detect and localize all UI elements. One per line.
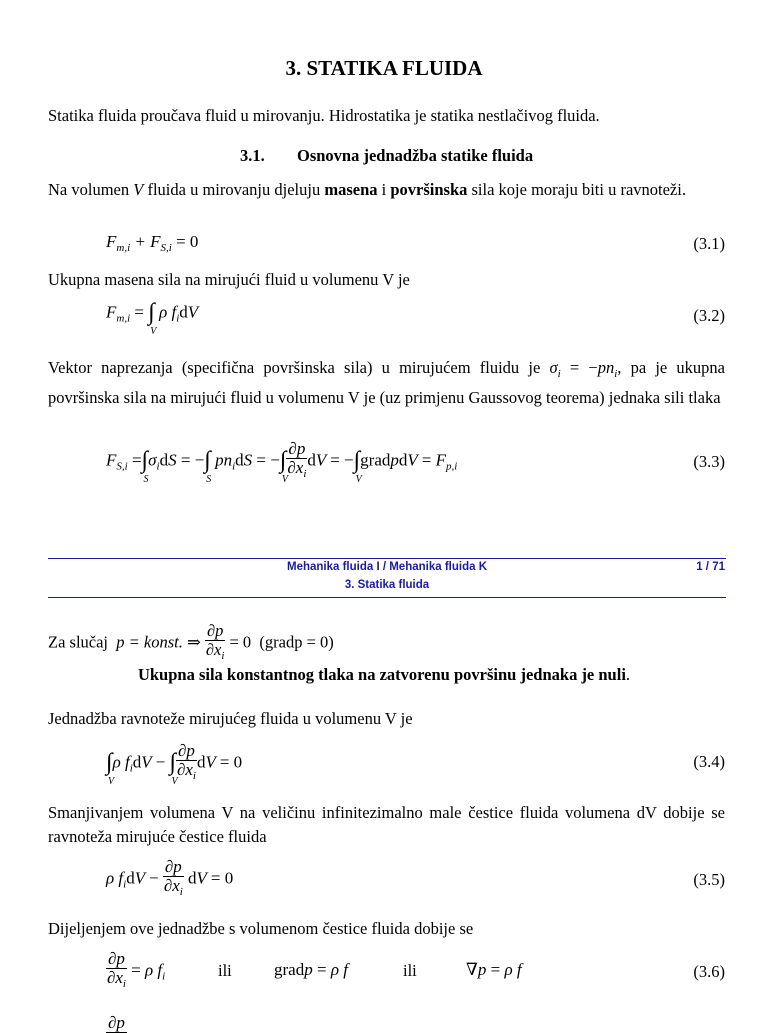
or-label-1: ili — [218, 961, 232, 980]
text-run-bold: površinska — [390, 180, 468, 199]
equation-3-5: ρ $f_idV$ − $\frac{\partial p}{\partial x_i}$ dV = 0 — [106, 857, 234, 898]
footer-page-number: 1 / 71 — [696, 561, 725, 573]
equation-number-3-4: (3.4) — [693, 752, 725, 771]
equation-3-2: $F_{m,i}$ = ∫ V ρ $f_idV$ — [106, 300, 199, 338]
text-run: p = konst. — [116, 632, 183, 652]
text-run: sila koje moraju biti u ravnoteži. — [467, 180, 686, 199]
paragraph-divide: Dijeljenjem ove jednadžbe s volumenom čestice fluida dobije se — [48, 919, 474, 938]
paragraph-equilibrium: Jednadžba ravnoteže mirujućeg fluida u volumenu V je — [48, 709, 413, 728]
equation-3-3: $F_{S,i}$ =∫ S $\sigma_idS$ = −∫ S $pn_idS$ = −∫ V $\frac{\partial p}{\partial x_i}$ dV = −∫ V gradpdV = $F_{p,i}$ — [106, 439, 458, 486]
equation-3-6: $\frac{\partial p}{\partial x_i}$ = ρ $f_i$ — [106, 949, 166, 990]
text-run: Na volumen — [48, 180, 134, 199]
section-number: 3.1. — [240, 146, 265, 165]
footer-rule-bottom — [48, 597, 726, 598]
equation-number-3-5: (3.5) — [693, 870, 725, 889]
equation-number-3-1: (3.1) — [693, 234, 725, 253]
equation-3-6-nabla: ∇p = ρ f⃗ — [466, 960, 535, 979]
equation-number-3-2: (3.2) — [693, 306, 725, 325]
text-run: , pa je ukupna površinska sila na mirujući fluid u volumenu V je (uz primjenu Gaussovog teorema) jednaka sili tlaka — [48, 358, 725, 407]
section-heading — [240, 146, 533, 166]
text-run: Za slučaj — [48, 632, 109, 652]
paragraph-stress-vector: Vektor naprezanja (specifična površinska sila) u mirujućem fluidu je $\sigma_i = -pn_i$, pa je ukupna površinska sila na mirujući fluid u volumenu V je (uz primjenu Gaussovog teorema) jednaka sili tlaka — [48, 358, 725, 407]
footer-rule-top — [48, 558, 726, 559]
text-run: fluida u mirovanju djeluju — [143, 180, 325, 199]
text-run: i — [377, 180, 391, 199]
paragraph-constant-case: Za slučaj p = konst. ⇒ $\frac{\partial p}{\partial x_i}$ = 0 (gradp = 0) — [48, 621, 334, 662]
paragraph-forces — [48, 178, 725, 202]
page-title: 3. STATIKA FLUIDA — [285, 56, 483, 80]
paragraph-particle: Smanjivanjem volumena V na veličinu infinitezimalno male čestice fluida volumena dV dobije se ravnoteža mirujuće čestice fluida — [48, 803, 725, 846]
text-run: (gradp = 0) — [259, 632, 334, 652]
intro-paragraph: Statika fluida proučava fluid u mirovanju. Hidrostatika je statika nestlačivog fluida. — [48, 106, 600, 125]
text-run-bold: Ukupna sila konstantnog tlaka na zatvorenu površinu jednaka je nuli — [137, 665, 626, 684]
bold-statement: Ukupna sila konstantnog tlaka na zatvorenu površinu jednaka je nuli. — [137, 665, 631, 684]
footer-chapter: 3. Statika fluida — [344, 579, 430, 591]
text-run-bold: masena — [324, 180, 378, 199]
equation-3-4: ∫ V ρ $f_idV$ − ∫ V $\frac{\partial p}{\partial x_i}$ dV = 0 — [106, 741, 243, 788]
section-title: Osnovna jednadžba statike fluida — [297, 146, 534, 165]
equation-partial-cutoff: ∂p — [108, 1012, 125, 1032]
paragraph-mass-force: Ukupna masena sila na mirujući fluid u volumenu V je — [48, 270, 410, 289]
or-label-2: ili — [403, 961, 417, 980]
equation-number-3-3: (3.3) — [693, 452, 725, 471]
footer-course: Mehanika fluida I / Mehanika fluida K — [286, 561, 487, 573]
text-run: V — [133, 180, 144, 199]
text-run: Vektor naprezanja (specifična površinska sila) u mirujućem fluidu je — [48, 358, 541, 377]
equation-number-3-6: (3.6) — [693, 962, 725, 981]
equation-3-6-grad: gradp = ρ f⃗ — [274, 960, 362, 979]
equation-3-1: $F_{m,i} + F_{S,i} = 0$ — [106, 232, 199, 254]
